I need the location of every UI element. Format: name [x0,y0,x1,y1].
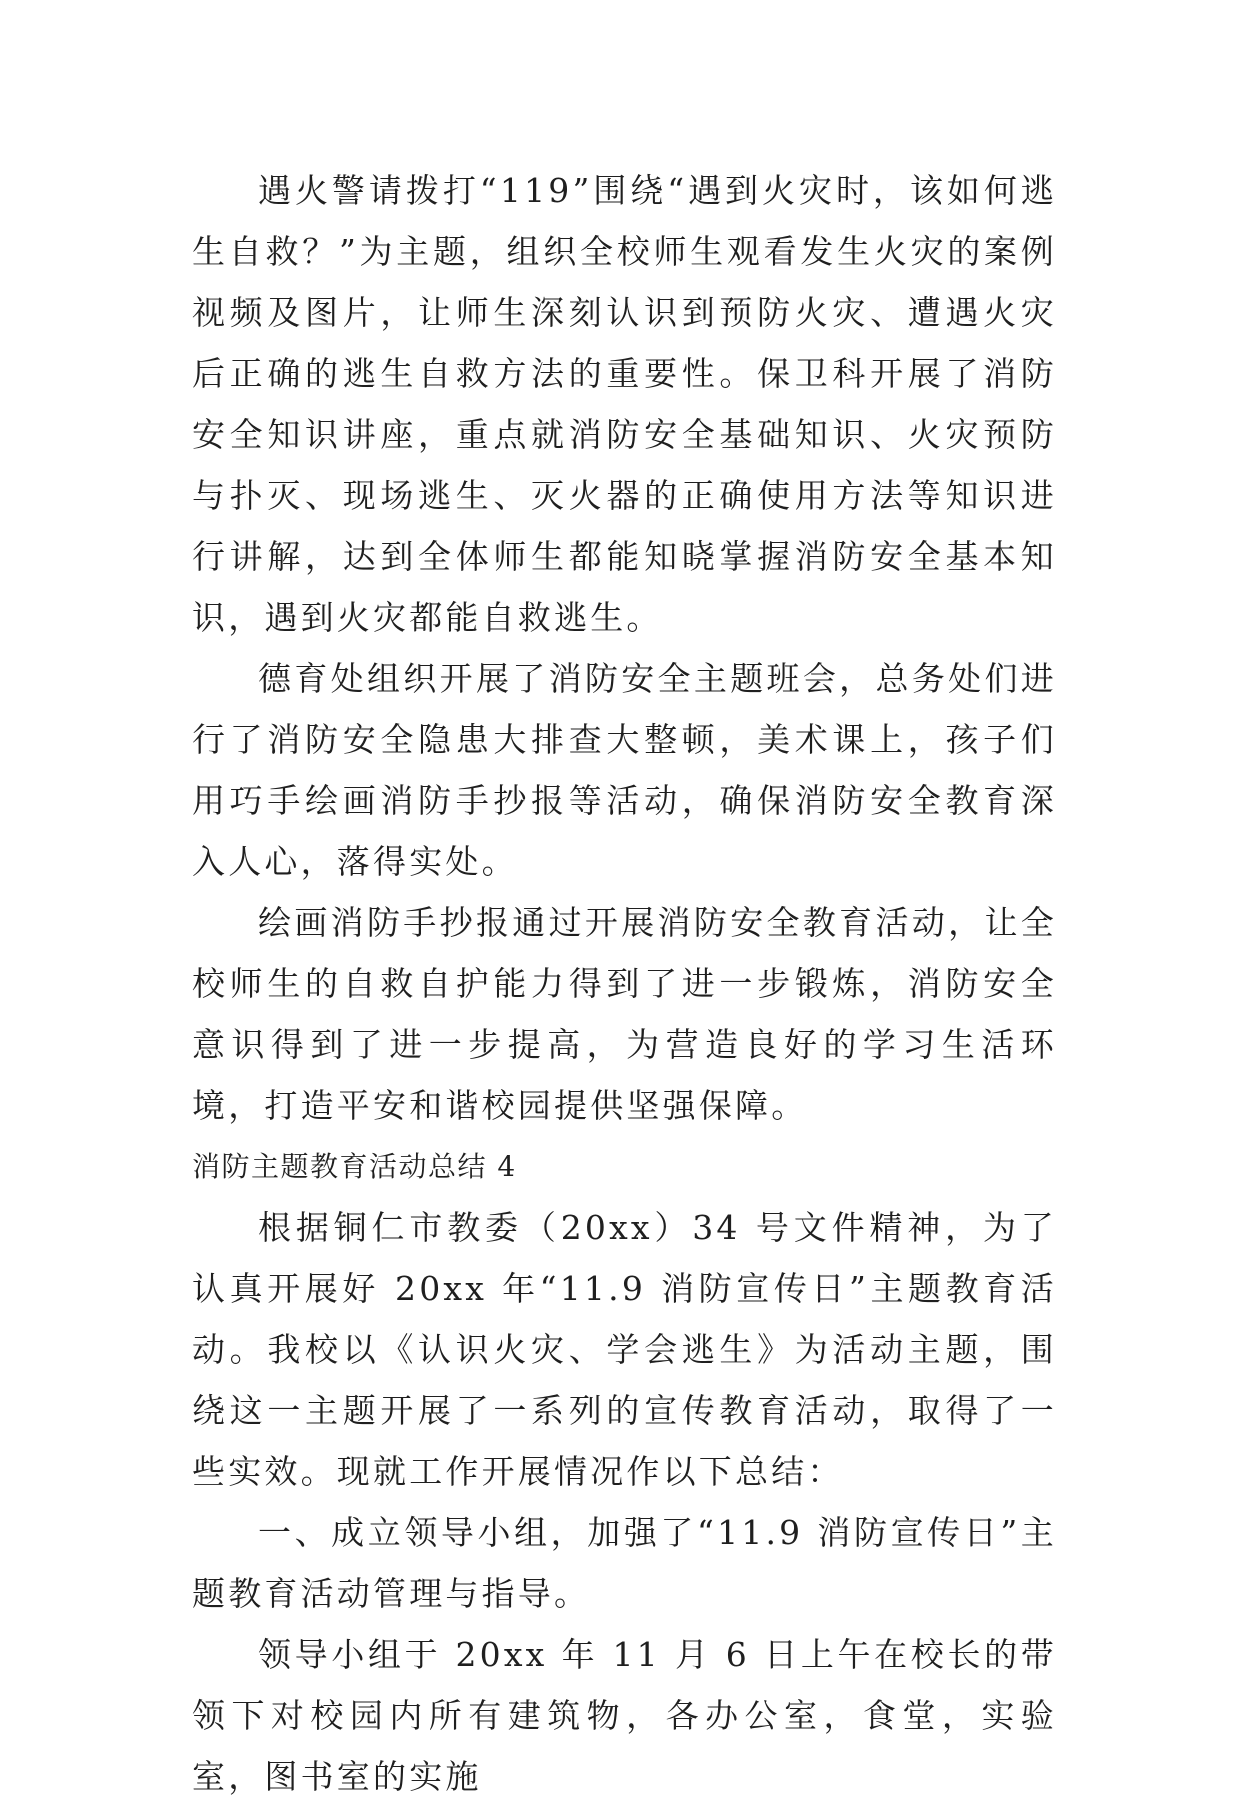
paragraph-leadership-group: 一、成立领导小组，加强了“11.9 消防宣传日”主题教育活动管理与指导。 [192,1513,1057,1613]
paragraph-moral-education-activities: 德育处组织开展了消防安全主题班会，总务处们进行了消防安全隐患大排查大整顿，美术课上，孩子们用巧手绘画消防手抄报等活动，确保消防安全教育深入人心，落得实处。 [192,659,1057,881]
paragraph-inspection: 领导小组于 20xx 年 11 月 6 日上午在校长的带领下对校园内所有建筑物，各办公室，食堂，实验室，图书室的实施 [192,1635,1057,1796]
section-heading: 消防主题教育活动总结 4 [192,1150,517,1183]
document-body [192,160,1057,1807]
paragraph-fire-alarm-education: 遇火警请拨打“119”围绕“遇到火灾时，该如何逃生自救？”为主题，组织全校师生观看发生火灾的案例视频及图片，让师生深刻认识到预防火灾、遭遇火灾后正确的逃生自救方法的重要性。保卫科开展了消防安全知识讲座，重点就消防安全基础知识、火灾预防与扑灭、现场逃生、灭火器的正确使用方法等知识进行讲解，达到全体师生都能知晓掌握消防安全基本知识，遇到火灾都能自救逃生。 [192,171,1057,637]
paragraph-according-to-document: 根据铜仁市教委（20xx）34 号文件精神，为了认真开展好 20xx 年“11.9 消防宣传日”主题教育活动。我校以《认识火灾、学会逃生》为活动主题，围绕这一主题开展了一系列的宣传教育活动，取得了一些实效。现就工作开展情况作以下总结： [192,1208,1057,1491]
paragraph-drawing-posters-outcome: 绘画消防手抄报通过开展消防安全教育活动，让全校师生的自救自护能力得到了进一步锻炼，消防安全意识得到了进一步提高，为营造良好的学习生活环境，打造平安和谐校园提供坚强保障。 [192,903,1057,1125]
